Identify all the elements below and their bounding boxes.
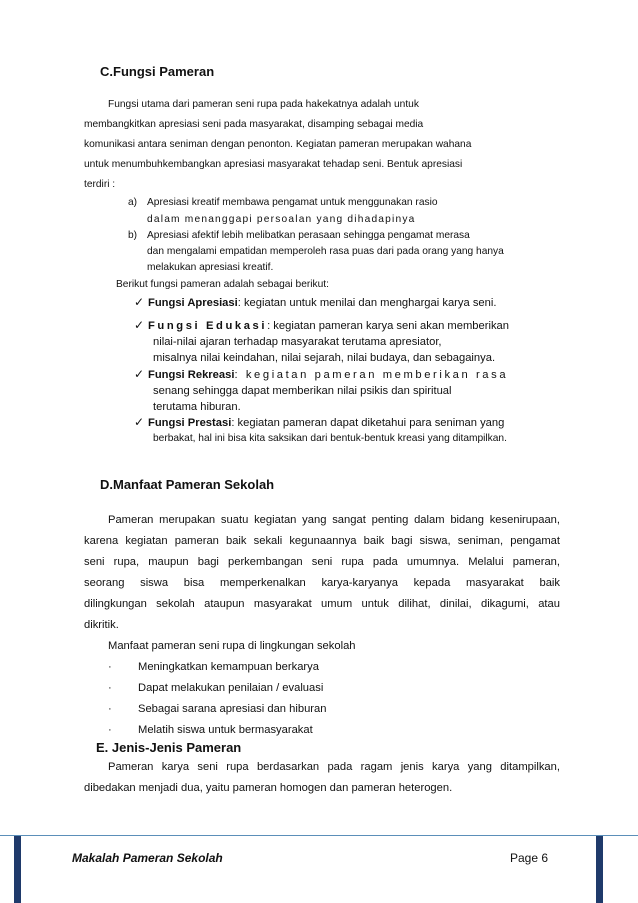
page-number: Page 6 [510,851,549,865]
appreciation-b-line-2: dan mengalami empatidan memperoleh rasa puas dari pada orang yang hanya [147,246,504,257]
function-edukasi-line-2: nilai-nilai ajaran terhadap masyarakat terutama apresiator, [153,336,442,348]
checkmark-icon: ✓ [134,415,145,429]
benefit-item: Sebagai sarana apresiasi dan hiburan [138,703,327,715]
intro-line-4: untuk menumbuhkembangkan apresiasi masyarakat tehadap seni. Bentuk apresiasi [84,159,463,170]
bullet-dot: · [108,661,112,673]
appreciation-a-line-1: Apresiasi kreatif membawa pengamat untuk menggunakan rasio [147,197,438,208]
e-paragraph-line-2: dibedakan menjadi dua, yaitu pameran homogen dan pameran heterogen. [84,782,453,794]
function-label: Fungsi Rekreasi [148,369,235,381]
function-rekreasi [134,367,508,381]
bullet-dot: · [108,682,112,694]
e-paragraph-line-1: Pameran karya seni rupa berdasarkan pada ragam jenis karya yang ditampilkan, [108,761,560,773]
appreciation-b-marker: b) [128,230,138,241]
function-rekreasi-line-3: terutama hiburan. [153,401,241,413]
footer-title: Makalah Pameran Sekolah [72,851,223,865]
function-text: : kegiatan pameran karya seni akan memberikan [267,320,509,332]
functions-intro: Berikut fungsi pameran adalah sebagai berikut: [116,279,329,290]
function-prestasi-line-2: berbakat, hal ini bisa kita saksikan dari bentuk-bentuk kreasi yang ditampilkan. [153,433,507,444]
d-paragraph-line-4: seorang siswa bisa memperkenalkan karya-karyanya kepada masyarakat baik [84,577,560,589]
intro-line-5: terdiri : [84,179,116,190]
d-paragraph-line-2: karena kegiatan pameran baik sekali kegunaannya baik bagi siswa, seniman, pengamat [84,535,560,547]
d-paragraph-line-1: Pameran merupakan suatu kegiatan yang sangat penting dalam bidang kesenirupaan, [108,514,560,526]
d-paragraph-line-5: dilingkungan sekolah ataupun masyarakat umum untuk dilihat, dinilai, dikagumi, atau [84,598,560,610]
benefit-item: Meningkatkan kemampuan berkarya [138,661,319,673]
function-label: Fungsi Edukasi [148,320,268,332]
function-label: Fungsi Apresiasi [148,297,238,309]
benefit-item: Melatih siswa untuk bermasyarakat [138,724,313,736]
function-text: : kegiatan pameran dapat diketahui para seniman yang [231,417,505,429]
appreciation-b-line-3: melakukan apresiasi kreatif. [147,262,274,273]
benefits-intro: Manfaat pameran seni rupa di lingkungan sekolah [108,640,356,652]
section-d-title: D.Manfaat Pameran Sekolah [100,477,275,492]
function-prestasi [134,415,504,429]
checkmark-icon: ✓ [134,367,145,381]
appreciation-b-line-1: Apresiasi afektif lebih melibatkan perasaan sehingga pengamat merasa [147,230,470,241]
checkmark-icon: ✓ [134,295,145,309]
footer-divider [0,835,638,836]
function-text: : kegiatan untuk menilai dan menghargai karya seni. [237,297,497,309]
footer-bar-left [14,836,21,903]
section-c-title: C.Fungsi Pameran [100,64,215,79]
bullet-dot: · [108,724,112,736]
appreciation-a-line-2: dalam menanggapi persoalan yang dihadapinya [147,214,416,225]
d-paragraph-line-3: seni rupa, maupun bagi perkembangan seni rupa pada umumnya. Melalui pameran, [84,556,560,568]
section-e-title: E. Jenis-Jenis Pameran [96,740,242,755]
checkmark-icon: ✓ [134,318,145,332]
function-apresiasi [134,295,496,309]
function-rekreasi-line-2: senang sehingga dapat memberikan nilai psikis dan spiritual [153,385,452,397]
function-edukasi [134,318,509,332]
footer-bar-right [596,836,603,903]
benefit-item: Dapat melakukan penilaian / evaluasi [138,682,324,694]
intro-line-2: membangkitkan apresiasi seni pada masyarakat, disamping sebagai media [84,119,424,130]
bullet-dot: · [108,703,112,715]
d-paragraph-line-6: dikritik. [84,619,119,631]
appreciation-a-marker: a) [128,197,138,208]
intro-line-1: Fungsi utama dari pameran seni rupa pada hakekatnya adalah untuk [108,99,419,110]
function-edukasi-line-3: misalnya nilai keindahan, nilai sejarah, nilai budaya, dan sebagainya. [153,352,496,364]
function-text: : kegiatan pameran memberikan rasa [234,369,509,381]
function-label: Fungsi Prestasi [148,417,232,429]
intro-line-3: komunikasi antara seniman dengan penonton. Kegiatan pameran merupakan wahana [84,139,472,150]
